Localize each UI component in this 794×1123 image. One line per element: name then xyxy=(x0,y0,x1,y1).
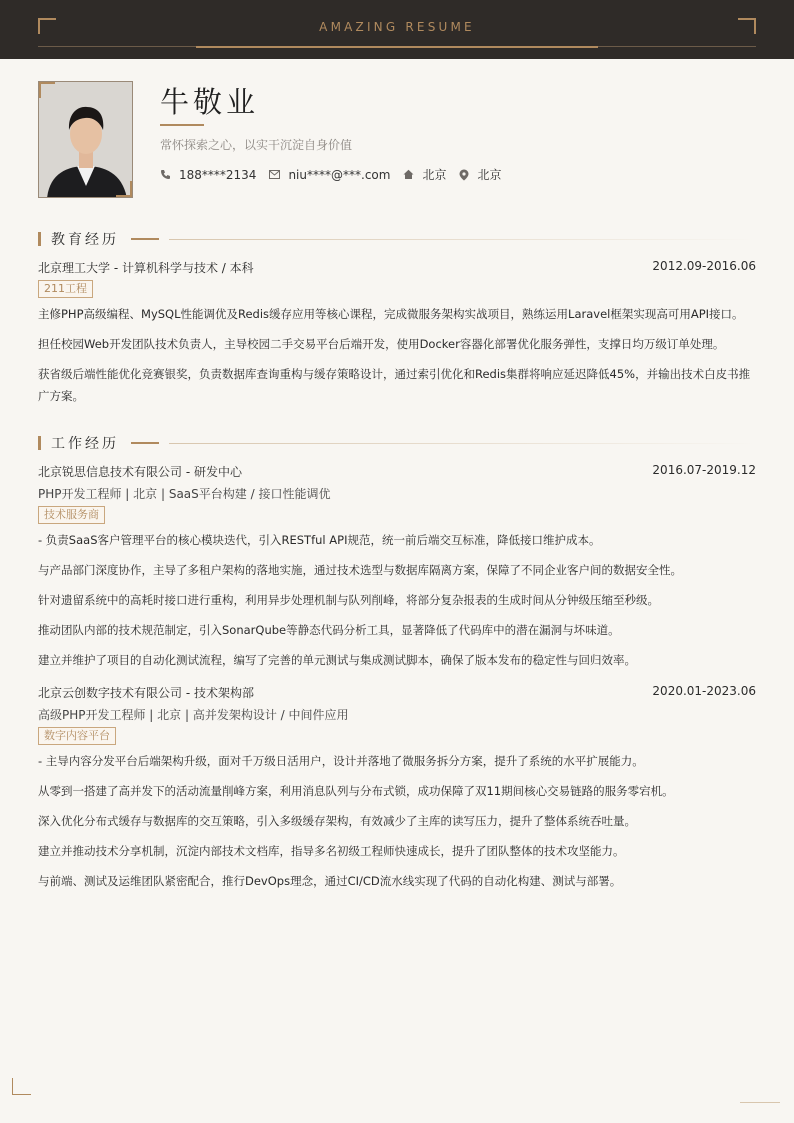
email-text: niu****@***.com xyxy=(288,167,391,182)
motto: 常怀探索之心，以实干沉淀自身价值 xyxy=(160,138,353,152)
education-tag: 211工程 xyxy=(38,280,93,298)
section-accent xyxy=(131,442,159,444)
job-role: 高级PHP开发工程师 | 北京 | 高并发架构设计 / 中间件应用 xyxy=(38,708,349,722)
education-item: 获省级后端性能优化竞赛银奖，负责数据库查询重构与缓存策略设计，通过索引优化和Redis集群将响应延迟降低45%，并输出技术白皮书推广方案。 xyxy=(38,367,751,403)
job-item: 从零到一搭建了高并发下的活动流量削峰方案，利用消息队列与分布式锁，成功保障了双11期间核心交易链路的服务零宕机。 xyxy=(38,784,674,798)
profile-photo xyxy=(38,81,133,198)
phone-icon xyxy=(160,169,171,180)
header-bar xyxy=(0,0,794,59)
section-bar xyxy=(38,232,41,246)
photo-corner-tl xyxy=(39,82,55,98)
job-row xyxy=(38,463,756,480)
footer-rule xyxy=(740,1102,780,1103)
job-item: - 负责SaaS客户管理平台的核心模块迭代，引入RESTful API规范，统一前后端交互标准，降低接口维护成本。 xyxy=(38,533,601,547)
job-item: 与产品部门深度协作，主导了多租户架构的落地实施，通过技术选型与数据库隔离方案，保障了不同企业客户间的数据安全性。 xyxy=(38,563,682,577)
contact-phone xyxy=(160,168,256,182)
name-underline xyxy=(160,124,204,126)
work-section-header xyxy=(38,433,756,453)
location-pin-icon xyxy=(459,169,469,181)
location-text: 北京 xyxy=(477,168,502,182)
job-dates: 2016.07-2019.12 xyxy=(652,463,756,477)
section-bar xyxy=(38,436,41,450)
job-item: 推动团队内部的技术规范制定，引入SonarQube等静态代码分析工具，显著降低了代码库中的潜在漏洞与坏味道。 xyxy=(38,623,620,637)
section-rule xyxy=(169,443,756,444)
education-title: 教育经历 xyxy=(51,232,119,248)
job-item: 深入优化分布式缓存与数据库的交互策略，引入多级缓存架构，有效减少了主库的读写压力，提升了整体系统吞吐量。 xyxy=(38,814,636,828)
candidate-name: 牛敬业 xyxy=(160,85,260,119)
header-accent-line xyxy=(196,46,598,48)
job-item: 与前端、测试及运维团队紧密配合，推行DevOps理念，通过CI/CD流水线实现了代码的自动化构建、测试与部署。 xyxy=(38,874,622,888)
header-title: AMAZING RESUME xyxy=(319,20,475,34)
section-rule xyxy=(169,239,756,240)
job-item: - 主导内容分发平台后端架构升级，面对千万级日活用户，设计并落地了微服务拆分方案，提升了系统的水平扩展能力。 xyxy=(38,754,644,768)
job-item: 针对遗留系统中的高耗时接口进行重构，利用异步处理机制与队列削峰，将部分复杂报表的生成时间从分钟级压缩至秒级。 xyxy=(38,593,659,607)
job-dates: 2020.01-2023.06 xyxy=(652,684,756,698)
home-icon xyxy=(403,169,414,180)
contact-home xyxy=(403,166,446,183)
contact-location xyxy=(459,166,501,183)
education-item: 主修PHP高级编程、MySQL性能调优及Redis缓存应用等核心课程，完成微服务架构实战项目，熟练运用Laravel框架实现高可用API接口。 xyxy=(38,307,744,321)
mail-icon xyxy=(269,170,280,179)
home-text: 北京 xyxy=(422,168,447,182)
corner-ornament-bottom-left xyxy=(12,1078,31,1095)
job-item: 建立并维护了项目的自动化测试流程，编写了完善的单元测试与集成测试脚本，确保了版本发布的稳定性与回归效率。 xyxy=(38,653,636,667)
photo-corner-br xyxy=(116,181,132,197)
contact-email xyxy=(269,168,390,182)
school-line: 北京理工大学 - 计算机科学与技术 / 本科 xyxy=(38,261,254,275)
work-title: 工作经历 xyxy=(51,436,119,452)
contact-row xyxy=(160,166,514,183)
job-tag: 技术服务商 xyxy=(38,506,105,524)
education-item: 担任校园Web开发团队技术负责人，主导校园二手交易平台后端开发，使用Docker容器化部署优化服务弹性，支撑日均万级订单处理。 xyxy=(38,337,725,351)
phone-text: 188****2134 xyxy=(179,167,257,182)
company-name: 北京锐思信息技术有限公司 - 研发中心 xyxy=(38,465,242,479)
education-dates: 2012.09-2016.06 xyxy=(652,259,756,273)
job-item: 建立并推动技术分享机制，沉淀内部技术文档库，指导多名初级工程师快速成长，提升了团队整体的技术攻坚能力。 xyxy=(38,844,625,858)
section-accent xyxy=(131,238,159,240)
company-name: 北京云创数字技术有限公司 - 技术架构部 xyxy=(38,686,254,700)
education-row xyxy=(38,259,756,276)
job-tag: 数字内容平台 xyxy=(38,727,116,745)
job-row xyxy=(38,684,756,701)
job-role: PHP开发工程师 | 北京 | SaaS平台构建 / 接口性能调优 xyxy=(38,487,331,501)
education-section-header xyxy=(38,229,756,249)
